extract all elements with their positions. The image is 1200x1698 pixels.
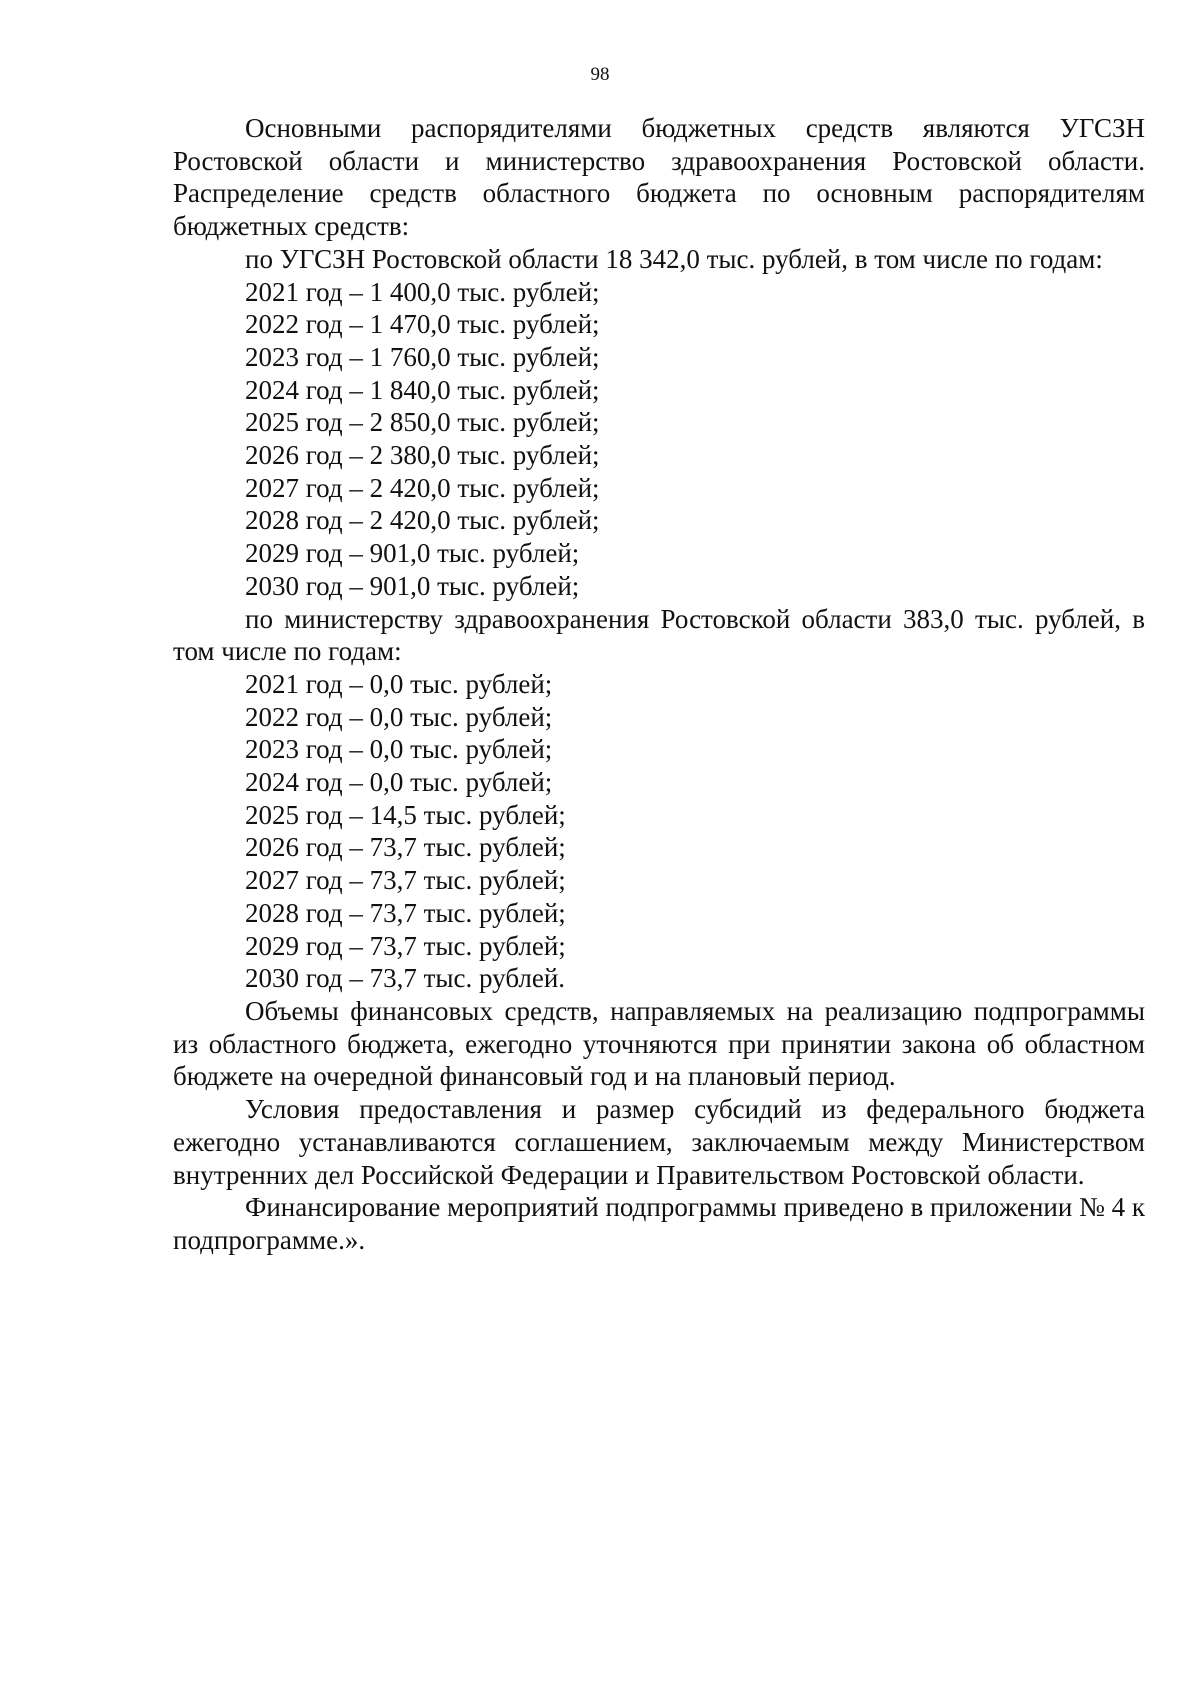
list-item: 2029 год – 901,0 тыс. рублей; (245, 538, 580, 569)
list-item: 2023 год – 1 760,0 тыс. рублей; (245, 341, 600, 372)
page-number: 98 (590, 64, 610, 85)
list-item: 2028 год – 2 420,0 тыс. рублей; (245, 505, 600, 536)
list-item: 2021 год – 0,0 тыс. рублей; (245, 668, 553, 699)
list-item: 2025 год – 2 850,0 тыс. рублей; (245, 407, 600, 438)
list-item: 2030 год – 73,7 тыс. рублей. (245, 963, 566, 994)
list-item: 2027 год – 73,7 тыс. рублей; (245, 865, 566, 896)
minzdrav-heading: по министерству здравоохранения Ростовской области 383,0 тыс. рублей, в том числе по годам: (173, 603, 1145, 667)
list-item: 2022 год – 0,0 тыс. рублей; (245, 701, 553, 732)
intro-paragraph: Основными распорядителями бюджетных средств являются УГСЗН Ростовской области и министерство здравоохранения Ростовской области. Распределение средств областного бюджета по основным распорядителям бюджетных средств: (173, 113, 1145, 242)
list-item: 2024 год – 1 840,0 тыс. рублей; (245, 374, 600, 405)
list-item: 2025 год – 14,5 тыс. рублей; (245, 799, 566, 830)
list-item: 2023 год – 0,0 тыс. рублей; (245, 734, 553, 765)
list-item: 2022 год – 1 470,0 тыс. рублей; (245, 309, 600, 340)
list-item: 2029 год – 73,7 тыс. рублей; (245, 930, 566, 961)
volumes-paragraph: Объемы финансовых средств, направляемых на реализацию подпрограммы из областного бюджета, ежегодно уточняются при принятии закона об областном бюджете на очередной финансовый год и на плановый период. (173, 995, 1145, 1092)
minzdrav-year-list (173, 668, 1145, 995)
list-item: 2027 год – 2 420,0 тыс. рублей; (245, 472, 600, 503)
list-item: 2024 год – 0,0 тыс. рублей; (245, 767, 553, 798)
ugszn-year-list (173, 276, 1145, 603)
list-item: 2021 год – 1 400,0 тыс. рублей; (245, 276, 600, 307)
document-body (173, 112, 1145, 1257)
list-item: 2028 год – 73,7 тыс. рублей; (245, 897, 566, 928)
list-item: 2026 год – 73,7 тыс. рублей; (245, 832, 566, 863)
subsidies-paragraph: Условия предоставления и размер субсидий из федерального бюджета ежегодно устанавливаются соглашением, заключаемым между Министерством внутренних дел Российской Федерации и Правительством Ростовской области. (173, 1094, 1145, 1190)
ugszn-heading: по УГСЗН Ростовской области 18 342,0 тыс. рублей, в том числе по годам: (245, 243, 1103, 274)
list-item: 2030 год – 901,0 тыс. рублей; (245, 570, 580, 601)
financing-paragraph: Финансирование мероприятий подпрограммы приведено в приложении № 4 к подпрограмме.». (173, 1192, 1145, 1255)
list-item: 2026 год – 2 380,0 тыс. рублей; (245, 440, 600, 471)
